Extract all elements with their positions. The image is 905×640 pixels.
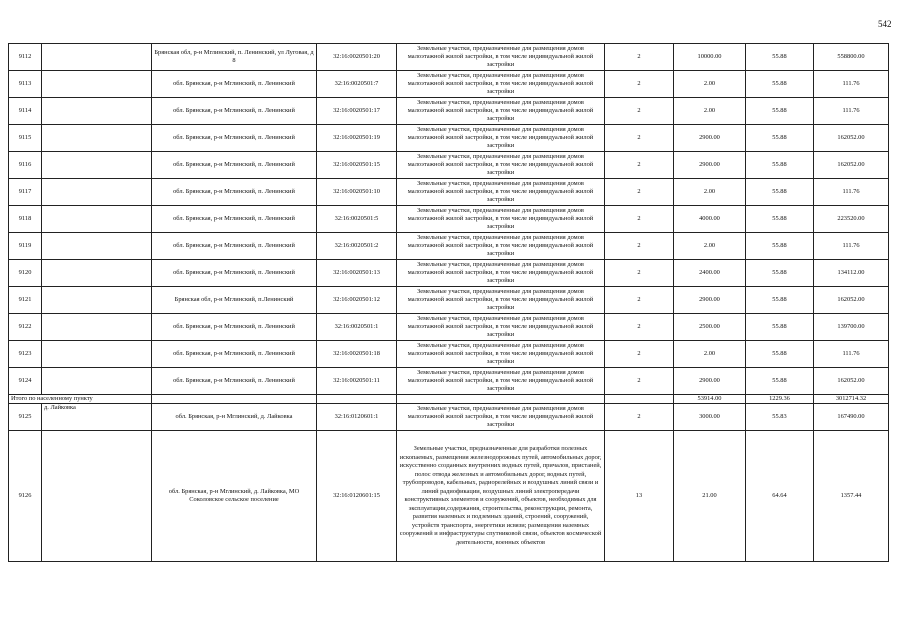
- row-number-cell: 9114: [9, 98, 42, 125]
- land-use-description-cell: Земельные участки, предназначенные для разработки полезных ископаемых, размещения железнодорожных путей, автомобильных дорог, искусственно созданных внутренних водных путей, причалов, пристаней, полос отвода железных и автомобильных дорог, водных путей, трубопроводов, кабельных, радиорелейных и воздушных линий связи и линий радиофикации, воздушных линий электропередачи конструктивных элементов и сооружений, объектов, необходимых для эксплуатации,содержания, строительства, реконструкции, ремонта, развития наземных и подземных зданий, строений, сооружений, устройств транспорта, энергетики исвязи; размещения наземных сооружений и инфраструктуры спутниковой связи, объектов космической деятельности, военных объектов: [397, 431, 605, 562]
- area-cell: 2.00: [674, 341, 746, 368]
- cadastral-number-cell: 32:16:0020501:5: [317, 206, 397, 233]
- row-number-cell: 9119: [9, 233, 42, 260]
- address-cell: обл. Брянская, р-н Мглинский, п. Ленинский: [152, 341, 317, 368]
- land-use-description-cell: Земельные участки, предназначенные для размещения домов малоэтажной жилой застройки, в том числе индивидуальной жилой застройки: [397, 233, 605, 260]
- locality-cell: [42, 125, 152, 152]
- locality-cell: [42, 341, 152, 368]
- area-cell: 2900.00: [674, 368, 746, 395]
- group-cell: 2: [605, 44, 674, 71]
- group-cell: 2: [605, 179, 674, 206]
- group-cell: 2: [605, 260, 674, 287]
- cadastral-value-cell: 111.76: [814, 341, 889, 368]
- cadastral-value-cell: 167490.00: [814, 404, 889, 431]
- address-cell: обл. Брянская, р-н Мглинский, п. Ленинский: [152, 233, 317, 260]
- table-row: [9, 260, 889, 287]
- table-row: [9, 404, 889, 431]
- cadastral-value-cell: 134112.00: [814, 260, 889, 287]
- empty-cell: [397, 395, 605, 404]
- address-cell: обл. Брянская, р-н Мглинский, п. Ленинский: [152, 71, 317, 98]
- rate-cell: 55.88: [746, 98, 814, 125]
- total-area-cell: 53914.00: [674, 395, 746, 404]
- locality-cell: [42, 179, 152, 206]
- rate-cell: 55.88: [746, 368, 814, 395]
- area-cell: 2.00: [674, 233, 746, 260]
- land-use-description-cell: Земельные участки, предназначенные для размещения домов малоэтажной жилой застройки, в том числе индивидуальной жилой застройки: [397, 368, 605, 395]
- locality-cell: [42, 260, 152, 287]
- land-use-description-cell: Земельные участки, предназначенные для размещения домов малоэтажной жилой застройки, в том числе индивидуальной жилой застройки: [397, 341, 605, 368]
- table-row: [9, 206, 889, 233]
- address-cell: Брянская обл, р-н Мглинский, п. Ленинский, ул Луговая, д 8: [152, 44, 317, 71]
- empty-cell: [152, 395, 317, 404]
- locality-cell: [42, 71, 152, 98]
- address-cell: обл. Брянская, р-н Мглинский, п. Ленинский: [152, 260, 317, 287]
- cadastral-value-cell: 1357.44: [814, 431, 889, 562]
- cadastral-number-cell: 32:16:0020501:10: [317, 179, 397, 206]
- group-cell: 2: [605, 368, 674, 395]
- group-cell: 2: [605, 341, 674, 368]
- row-number-cell: 9125: [9, 404, 42, 431]
- rate-cell: 55.88: [746, 341, 814, 368]
- table-row: [9, 314, 889, 341]
- cadastral-number-cell: 32:16:0020501:11: [317, 368, 397, 395]
- address-cell: обл. Брянская, р-н Мглинский, д. Лайковка, МО Соколовское сельское поселение: [152, 431, 317, 562]
- group-cell: 13: [605, 431, 674, 562]
- land-registry-table: [8, 43, 889, 562]
- area-cell: 2900.00: [674, 125, 746, 152]
- table-row: [9, 125, 889, 152]
- land-use-description-cell: Земельные участки, предназначенные для размещения домов малоэтажной жилой застройки, в том числе индивидуальной жилой застройки: [397, 71, 605, 98]
- land-use-description-cell: Земельные участки, предназначенные для размещения домов малоэтажной жилой застройки, в том числе индивидуальной жилой застройки: [397, 98, 605, 125]
- cadastral-value-cell: 162052.00: [814, 287, 889, 314]
- cadastral-value-cell: 162052.00: [814, 368, 889, 395]
- cadastral-value-cell: 558800.00: [814, 44, 889, 71]
- area-cell: 10000.00: [674, 44, 746, 71]
- empty-cell: [317, 395, 397, 404]
- rate-cell: 55.88: [746, 206, 814, 233]
- rate-cell: 55.88: [746, 287, 814, 314]
- cadastral-number-cell: 32:16:0020501:13: [317, 260, 397, 287]
- row-number-cell: 9112: [9, 44, 42, 71]
- area-cell: 2.00: [674, 179, 746, 206]
- cadastral-value-cell: 111.76: [814, 233, 889, 260]
- locality-cell: [42, 44, 152, 71]
- table-row: [9, 233, 889, 260]
- cadastral-value-cell: 139700.00: [814, 314, 889, 341]
- address-cell: обл. Брянская, р-н Мглинский, д. Лайковка: [152, 404, 317, 431]
- group-cell: 2: [605, 287, 674, 314]
- total-rate-cell: 1229.36: [746, 395, 814, 404]
- land-use-description-cell: Земельные участки, предназначенные для размещения домов малоэтажной жилой застройки, в том числе индивидуальной жилой застройки: [397, 404, 605, 431]
- table-row: [9, 71, 889, 98]
- cadastral-number-cell: 32:16:0020501:17: [317, 98, 397, 125]
- cadastral-number-cell: 32:16:0120601:15: [317, 431, 397, 562]
- area-cell: 21.00: [674, 431, 746, 562]
- row-number-cell: 9117: [9, 179, 42, 206]
- locality-cell: [42, 206, 152, 233]
- address-cell: обл. Брянская, р-н Мглинский, п. Ленинский: [152, 98, 317, 125]
- row-number-cell: 9116: [9, 152, 42, 179]
- cadastral-number-cell: 32:16:0020501:15: [317, 152, 397, 179]
- cadastral-value-cell: 223520.00: [814, 206, 889, 233]
- group-cell: 2: [605, 404, 674, 431]
- cadastral-number-cell: 32:16:0020501:7: [317, 71, 397, 98]
- table-row: [9, 341, 889, 368]
- table-row: [9, 98, 889, 125]
- row-number-cell: 9123: [9, 341, 42, 368]
- group-cell: 2: [605, 314, 674, 341]
- group-cell: 2: [605, 206, 674, 233]
- land-use-description-cell: Земельные участки, предназначенные для размещения домов малоэтажной жилой застройки, в том числе индивидуальной жилой застройки: [397, 179, 605, 206]
- area-cell: 3000.00: [674, 404, 746, 431]
- rate-cell: 55.88: [746, 44, 814, 71]
- cadastral-value-cell: 111.76: [814, 98, 889, 125]
- address-cell: обл. Брянская, р-н Мглинский, п. Ленинский: [152, 314, 317, 341]
- cadastral-value-cell: 111.76: [814, 71, 889, 98]
- row-number-cell: 9120: [9, 260, 42, 287]
- locality-cell: [42, 314, 152, 341]
- table-row: [9, 179, 889, 206]
- cadastral-value-cell: 111.76: [814, 179, 889, 206]
- area-cell: 2.00: [674, 98, 746, 125]
- row-number-cell: 9124: [9, 368, 42, 395]
- group-cell: 2: [605, 71, 674, 98]
- rate-cell: 55.83: [746, 404, 814, 431]
- land-use-description-cell: Земельные участки, предназначенные для размещения домов малоэтажной жилой застройки, в том числе индивидуальной жилой застройки: [397, 152, 605, 179]
- cadastral-number-cell: 32:16:0020501:19: [317, 125, 397, 152]
- locality-cell: [42, 431, 152, 562]
- group-cell: 2: [605, 125, 674, 152]
- area-cell: 2400.00: [674, 260, 746, 287]
- empty-cell: [605, 395, 674, 404]
- group-cell: 2: [605, 233, 674, 260]
- cadastral-number-cell: 32:16:0120601:1: [317, 404, 397, 431]
- page-number: 542: [878, 19, 892, 29]
- rate-cell: 55.88: [746, 260, 814, 287]
- land-use-description-cell: Земельные участки, предназначенные для размещения домов малоэтажной жилой застройки, в том числе индивидуальной жилой застройки: [397, 206, 605, 233]
- group-cell: 2: [605, 98, 674, 125]
- total-value-cell: 3012714.32: [814, 395, 889, 404]
- table-row: [9, 44, 889, 71]
- cadastral-number-cell: 32:16:0020501:12: [317, 287, 397, 314]
- rate-cell: 55.88: [746, 314, 814, 341]
- cadastral-number-cell: 32:16:0020501:20: [317, 44, 397, 71]
- locality-name-cell: д. Лайковка: [42, 404, 152, 431]
- address-cell: обл. Брянская, р-н Мглинский, п. Ленинский: [152, 152, 317, 179]
- rate-cell: 64.64: [746, 431, 814, 562]
- rate-cell: 55.88: [746, 233, 814, 260]
- row-number-cell: 9115: [9, 125, 42, 152]
- group-cell: 2: [605, 152, 674, 179]
- locality-cell: [42, 98, 152, 125]
- locality-cell: [42, 233, 152, 260]
- row-number-cell: 9122: [9, 314, 42, 341]
- land-use-description-cell: Земельные участки, предназначенные для размещения домов малоэтажной жилой застройки, в том числе индивидуальной жилой застройки: [397, 260, 605, 287]
- rate-cell: 55.88: [746, 125, 814, 152]
- rate-cell: 55.88: [746, 71, 814, 98]
- land-use-description-cell: Земельные участки, предназначенные для размещения домов малоэтажной жилой застройки, в том числе индивидуальной жилой застройки: [397, 314, 605, 341]
- cadastral-value-cell: 162052.00: [814, 152, 889, 179]
- cadastral-number-cell: 32:16:0020501:18: [317, 341, 397, 368]
- table-row: [9, 368, 889, 395]
- area-cell: 2900.00: [674, 287, 746, 314]
- locality-cell: [42, 152, 152, 179]
- area-cell: 2500.00: [674, 314, 746, 341]
- address-cell: обл. Брянская, р-н Мглинский, п. Ленинский: [152, 206, 317, 233]
- area-cell: 2.00: [674, 71, 746, 98]
- rate-cell: 55.88: [746, 152, 814, 179]
- address-cell: обл. Брянская, р-н Мглинский, п. Ленинский: [152, 179, 317, 206]
- locality-cell: [42, 368, 152, 395]
- rate-cell: 55.88: [746, 179, 814, 206]
- locality-cell: [42, 287, 152, 314]
- table-row: [9, 152, 889, 179]
- cadastral-number-cell: 32:16:0020501:1: [317, 314, 397, 341]
- address-cell: обл. Брянская, р-н Мглинский, п. Ленинский: [152, 368, 317, 395]
- table-row: [9, 431, 889, 562]
- row-number-cell: 9113: [9, 71, 42, 98]
- total-row: [9, 395, 889, 404]
- cadastral-number-cell: 32:16:0020501:2: [317, 233, 397, 260]
- area-cell: 2900.00: [674, 152, 746, 179]
- address-cell: обл. Брянская, р-н Мглинский, п. Ленинский: [152, 125, 317, 152]
- row-number-cell: 9118: [9, 206, 42, 233]
- address-cell: Брянская обл, р-н Мглинский, п.Ленинский: [152, 287, 317, 314]
- row-number-cell: 9126: [9, 431, 42, 562]
- land-use-description-cell: Земельные участки, предназначенные для размещения домов малоэтажной жилой застройки, в том числе индивидуальной жилой застройки: [397, 125, 605, 152]
- row-number-cell: 9121: [9, 287, 42, 314]
- total-label-cell: Итого по населенному пункту: [9, 395, 152, 404]
- table-row: [9, 287, 889, 314]
- area-cell: 4000.00: [674, 206, 746, 233]
- cadastral-value-cell: 162052.00: [814, 125, 889, 152]
- land-use-description-cell: Земельные участки, предназначенные для размещения домов малоэтажной жилой застройки, в том числе индивидуальной жилой застройки: [397, 44, 605, 71]
- land-use-description-cell: Земельные участки, предназначенные для размещения домов малоэтажной жилой застройки, в том числе индивидуальной жилой застройки: [397, 287, 605, 314]
